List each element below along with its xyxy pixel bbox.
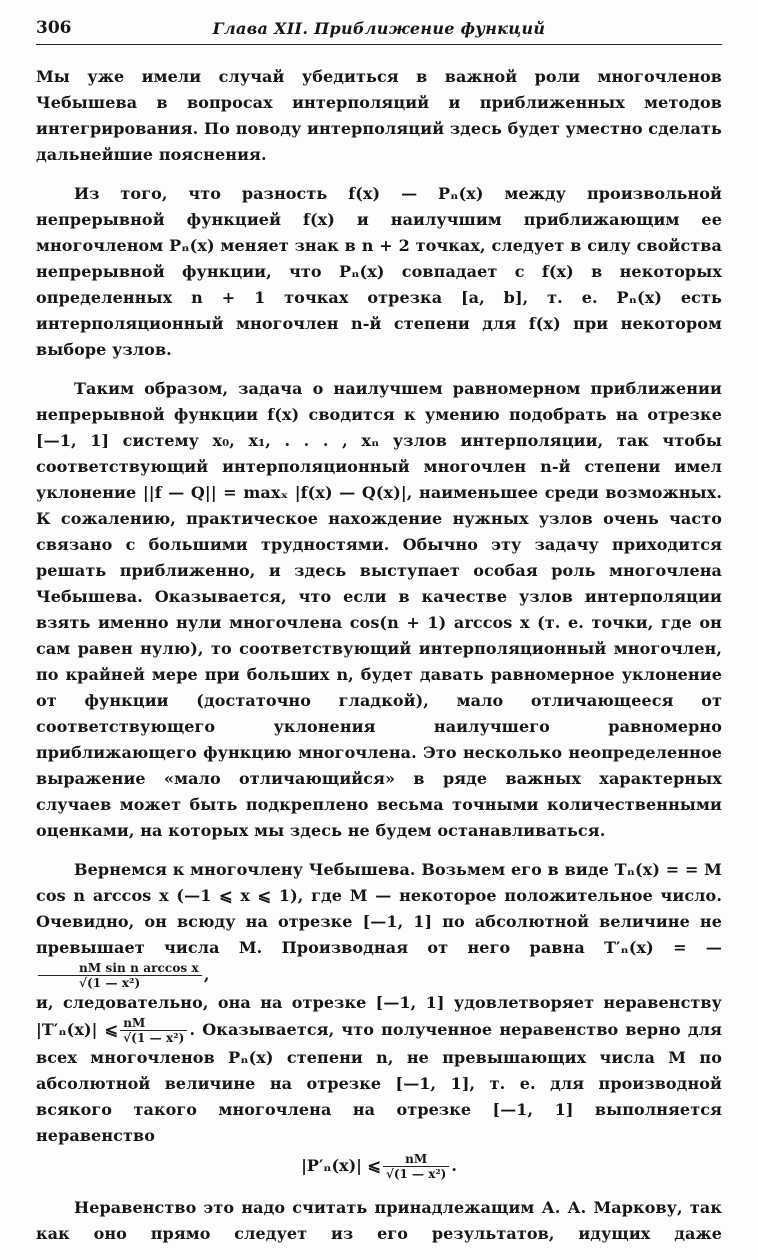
- bound-fraction: [120, 1016, 187, 1045]
- paragraph-1: Мы уже имели случай убедиться в важной роли многочленов Чебышева в вопросах интерполяций и приближенных методов интегрирования. По поводу интерполяций здесь будет уместно сделать дальнейшие пояснения.: [36, 67, 722, 164]
- paragraph-3: Таким образом, задача о наилучшем равномерном приближении непрерывной функции f(x) сводится к умению подобрать на отрезке [—1, 1] систему x₀, x₁, . . . , xₙ узлов интерполяции, так чтобы соответствующий интерполяционный многочлен n-й степени имел уклонение ||f — Q|| = maxₓ |f(x) — Q(x)|, наименьшее среди возможных. К сожалению, практическое нахождение нужных узлов очень часто связано с большими трудностями. Обычно эту задачу приходится решать приближенно, и здесь выступает особая роль многочлена Чебышева. Оказывается, что если в качестве узлов интерполяции взять именно нули многочлена cos(n + 1) arccos x (т. е. точки, где он сам равен нулю), то соответствующий интерполяционный многочлен, по крайней мере при больших n, будет давать равномерное уклонение от функции (достаточно гладкой), мало отличающееся от соответствующего уклонения наилучшего равномерно приближающего функцию многочлена. Это несколько неопределенное выражение «мало отличающийся» в ряде важных характерных случаев может быть подкреплено весьма точными количественными оценками, на которых мы здесь не будем останавливаться.: [36, 379, 722, 840]
- paragraph-4-text: Вернемся к многочлену Чебышева. Возьмем его в виде Tₙ(x) = = M cos n arccos x (—1 ⩽ x ⩽ 1), где M — некоторое положительное число. Очевидно, он всюду на отрезке [—1, 1] по абсолютной величине не превышает числа M. Производная от него равна T′ₙ(x) = —: [36, 860, 722, 957]
- running-title: Глава XII. Приближение функций: [212, 19, 546, 38]
- markov-numerator: nM: [383, 1152, 449, 1167]
- bound-denominator: √(1 — x²): [123, 1031, 185, 1045]
- paragraph-2: Из того, что разность f(x) — Pₙ(x) между произвольной непрерывной функцией f(x) и наилучшим приближающим ее многочленом Pₙ(x) меняет знак в n + 2 точках, следует в силу свойства непрерывной функции, что Pₙ(x) совпадает с f(x) в некоторых определенных n + 1 точках отрезка [a, b], т. е. Pₙ(x) есть интерполяционный многочлен n-й степени для f(x) при некотором выборе узлов.: [36, 184, 722, 359]
- page-number: 306: [36, 18, 72, 38]
- paragraph-5-text: и, следовательно, она на отрезке [—1, 1] удовлетворяет неравенству |T′ₙ(x)| ⩽: [36, 993, 722, 1039]
- bound-numerator: nM: [120, 1016, 187, 1031]
- derivative-numerator: nM sin n arccos x: [38, 961, 202, 976]
- derivative-fraction: [38, 961, 202, 990]
- running-header: [36, 18, 722, 44]
- paragraph-7: Неравенство это надо считать принадлежащим А. А. Маркову, так как оно прямо следует из его результатов, идущих даже: [36, 1198, 722, 1243]
- markov-trail: .: [451, 1156, 457, 1175]
- derivative-trail: ,: [203, 965, 210, 984]
- markov-inequality: [36, 1151, 722, 1181]
- markov-lhs: |P′ₙ(x)| ⩽: [301, 1156, 381, 1175]
- header-rule: [36, 44, 722, 45]
- paragraph-6-text: . Оказывается, что полученное неравенство верно для всех многочленов Pₙ(x) степени n, не превышающих числа M по абсолютной величине на отрезке [—1, 1], т. е. для производной всякого такого многочлена на отрезке [—1, 1] выполняется неравенство: [36, 1020, 722, 1145]
- paragraph-4: [36, 857, 722, 990]
- derivative-denominator: √(1 — x²): [79, 976, 141, 990]
- page-body: [36, 64, 722, 1260]
- markov-denominator: √(1 — x²): [385, 1167, 447, 1181]
- paragraph-5: [36, 990, 722, 1149]
- markov-fraction: [383, 1152, 449, 1181]
